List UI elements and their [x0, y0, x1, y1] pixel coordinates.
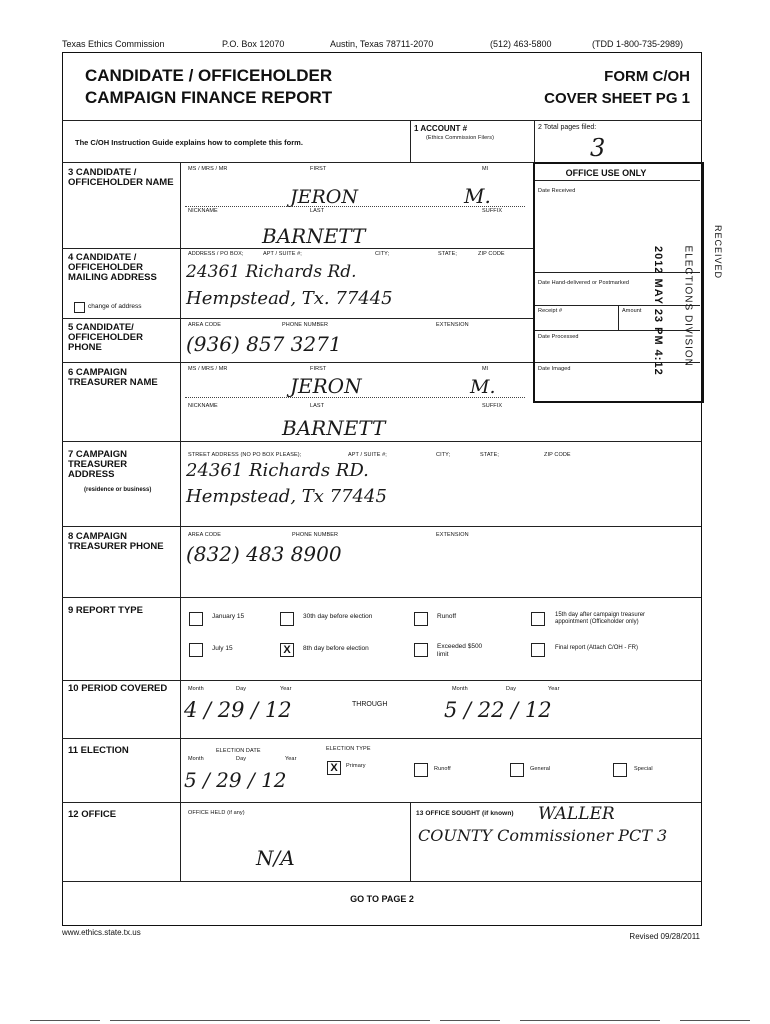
instruction-text: The C/OH Instruction Guide explains how to complete this form.: [75, 138, 303, 147]
s6-mi-label: MI: [482, 366, 489, 372]
form-title: [85, 65, 332, 109]
receipt-label: Receipt #: [538, 308, 563, 314]
eighth-day-label: 8th day before election: [303, 645, 369, 652]
period-to-value: 5 / 22 / 12: [444, 698, 552, 722]
office-held-value: N/A: [256, 846, 295, 870]
s7-zip-label: ZIP CODE: [544, 452, 571, 458]
form-id: [540, 66, 690, 110]
s5-ext-label: EXTENSION: [436, 322, 469, 328]
general-label: General: [530, 766, 551, 772]
primary-check-mark: X: [330, 762, 338, 774]
city-address: Austin, Texas 78711-2070: [330, 39, 434, 49]
final-report-checkbox[interactable]: [531, 643, 545, 657]
form-label: FORM C/OH: [604, 68, 690, 85]
section-8-label: 8 CAMPAIGN TREASURER PHONE: [68, 531, 164, 552]
change-of-address-label: change of address: [88, 303, 142, 310]
eighth-day-check-mark: X: [283, 644, 291, 656]
goto-page-2: GO TO PAGE 2: [350, 894, 414, 904]
s6-last-label: LAST: [310, 403, 325, 409]
runoff-report-checkbox[interactable]: [414, 612, 428, 626]
s7-city-label: CITY;: [436, 452, 451, 458]
date-processed-label: Date Processed: [538, 334, 579, 340]
exceeded-label: Exceeded $500 limit: [437, 643, 483, 658]
footer-revised: Revised 09/28/2011: [629, 932, 700, 941]
s10-year-label: Year: [280, 686, 292, 692]
jan15-label: January 15: [212, 613, 245, 620]
total-pages-value: 3: [590, 134, 606, 162]
tdd-phone: (TDD 1-800-735-2989): [592, 39, 684, 49]
s5-phone-value: (936) 857 3271: [186, 332, 342, 356]
s4-city-label: CITY;: [375, 251, 390, 257]
final-report-label: Final report (Attach C/OH - FR): [555, 645, 639, 651]
through-label: THROUGH: [352, 701, 388, 708]
section-11-label: 11 ELECTION: [68, 745, 129, 756]
s11-month-label: Month: [188, 756, 204, 762]
s6-first-label: FIRST: [310, 366, 327, 372]
s4-address-line2: Hempstead, Tx. 77445: [186, 288, 393, 309]
s10-to-day-label: Day: [506, 686, 517, 692]
header-bar: [62, 39, 702, 51]
s3-mi-label: MI: [482, 166, 489, 172]
s7-street-label: STREET ADDRESS (NO PO BOX PLEASE);: [188, 452, 302, 458]
s3-first-value: JERON: [290, 186, 358, 208]
agency-name: Texas Ethics Commission: [62, 39, 165, 49]
s11-day-label: Day: [236, 756, 247, 762]
s10-day-label: Day: [236, 686, 247, 692]
s7-apt-label: APT / SUITE #;: [348, 452, 387, 458]
s7-address-line1: 24361 Richards RD.: [186, 460, 369, 481]
office-held-label: OFFICE HELD (if any): [188, 810, 245, 816]
section-12-label: 12 OFFICE: [68, 809, 117, 820]
section-3-label: 3 CANDIDATE / OFFICEHOLDER NAME: [68, 167, 174, 188]
s4-zip-label: ZIP CODE: [478, 251, 505, 257]
s7-sub-label: (residence or business): [84, 487, 152, 493]
runoff-election-checkbox[interactable]: [414, 763, 428, 777]
fifteenth-day-checkbox[interactable]: [531, 612, 545, 626]
s4-address-line1: 24361 Richards Rd.: [186, 262, 357, 282]
account-sub: (Ethics Commission Filers): [426, 135, 494, 141]
general-checkbox[interactable]: [510, 763, 524, 777]
received-stamp: 2012 MAY 23 PM 4:12 ELECTIONS DIVISION RECEIVED: [652, 225, 723, 376]
date-received-label: Date Received: [538, 188, 576, 194]
s4-address-label: ADDRESS / PO BOX;: [188, 251, 244, 257]
change-of-address-checkbox[interactable]: [74, 302, 85, 313]
s8-phone-value: (832) 483 8900: [186, 542, 342, 566]
s6-nickname-label: NICKNAME: [188, 403, 218, 409]
s8-ext-label: EXTENSION: [436, 532, 469, 538]
s6-mi-value: M.: [470, 376, 496, 398]
s3-last-label: LAST: [310, 208, 325, 214]
section-6-label: 6 CAMPAIGN TREASURER NAME: [68, 367, 158, 388]
jul15-label: July 15: [212, 645, 233, 652]
thirty-day-checkbox[interactable]: [280, 612, 294, 626]
period-from-value: 4 / 29 / 12: [184, 698, 292, 722]
office-use-title: OFFICE USE ONLY: [565, 168, 647, 178]
office-sought-line2: COUNTY Commissioner PCT 3: [418, 826, 668, 845]
election-type-label: ELECTION TYPE: [326, 746, 371, 752]
runoff-election-label: Runoff: [434, 766, 451, 772]
s6-last-value: BARNETT: [282, 416, 386, 440]
s11-year-label: Year: [285, 756, 297, 762]
section-10-label: 10 PERIOD COVERED: [68, 683, 168, 694]
date-imaged-label: Date Imaged: [538, 366, 571, 372]
election-date-value: 5 / 29 / 12: [184, 768, 287, 792]
s6-first-value: JERON: [290, 374, 362, 398]
s5-area-label: AREA CODE: [188, 322, 221, 328]
primary-label: Primary: [346, 763, 366, 769]
account-label: 1 ACCOUNT #: [414, 124, 468, 133]
special-label: Special: [634, 766, 653, 772]
section-7-label: 7 CAMPAIGN TREASURER ADDRESS: [68, 449, 128, 480]
s3-nickname-label: NICKNAME: [188, 208, 218, 214]
office-sought-line1: WALLER: [538, 804, 615, 824]
date-hand-label: Date Hand-delivered or Postmarked: [538, 280, 630, 286]
s6-suffix-label: SUFFIX: [482, 403, 503, 409]
section-5-label: 5 CANDIDATE/ OFFICEHOLDER PHONE: [68, 322, 143, 353]
thirty-day-label: 30th day before election: [303, 613, 373, 620]
exceeded-checkbox[interactable]: [414, 643, 428, 657]
s8-area-label: AREA CODE: [188, 532, 221, 538]
s7-state-label: STATE;: [480, 452, 500, 458]
cover-label: COVER SHEET PG 1: [544, 90, 690, 107]
section-4-label: 4 CANDIDATE / OFFICEHOLDER MAILING ADDRESS: [68, 252, 157, 283]
section-9-label: 9 REPORT TYPE: [68, 605, 143, 616]
s5-phone-label: PHONE NUMBER: [282, 322, 329, 328]
s4-state-label: STATE;: [438, 251, 458, 257]
s10-to-year-label: Year: [548, 686, 560, 692]
s3-mi-value: M.: [464, 184, 491, 208]
fifteenth-day-label: 15th day after campaign treasurer appointment (Officeholder only): [555, 612, 646, 625]
s3-last-value: BARNETT: [262, 224, 366, 248]
s10-month-label: Month: [188, 686, 204, 692]
amount-label: Amount: [622, 308, 642, 314]
s4-apt-label: APT / SUITE #;: [263, 251, 302, 257]
jan15-checkbox[interactable]: [189, 612, 203, 626]
s7-address-line2: Hempstead, Tx 77445: [186, 486, 387, 507]
title-line-2: CAMPAIGN FINANCE REPORT: [85, 88, 333, 107]
jul15-checkbox[interactable]: [189, 643, 203, 657]
office-sought-label: 13 OFFICE SOUGHT (if known): [416, 810, 514, 817]
s6-ms-label: MS / MRS / MR: [188, 366, 228, 372]
special-checkbox[interactable]: [613, 763, 627, 777]
title-line-1: CANDIDATE / OFFICEHOLDER: [85, 66, 333, 85]
s8-phone-label: PHONE NUMBER: [292, 532, 339, 538]
s3-suffix-label: SUFFIX: [482, 208, 503, 214]
eighth-day-checkbox[interactable]: [280, 643, 294, 657]
election-date-label: ELECTION DATE: [216, 748, 261, 754]
s3-ms-label: MS / MRS / MR: [188, 166, 228, 172]
s10-to-month-label: Month: [452, 686, 468, 692]
total-pages-label: 2 Total pages filed:: [538, 124, 597, 131]
agency-phone: (512) 463-5800: [490, 39, 552, 49]
po-box: P.O. Box 12070: [222, 39, 285, 49]
s3-first-label: FIRST: [310, 166, 327, 172]
runoff-report-label: Runoff: [437, 613, 457, 620]
footer-url: www.ethics.state.tx.us: [62, 928, 141, 937]
primary-checkbox[interactable]: [327, 761, 341, 775]
